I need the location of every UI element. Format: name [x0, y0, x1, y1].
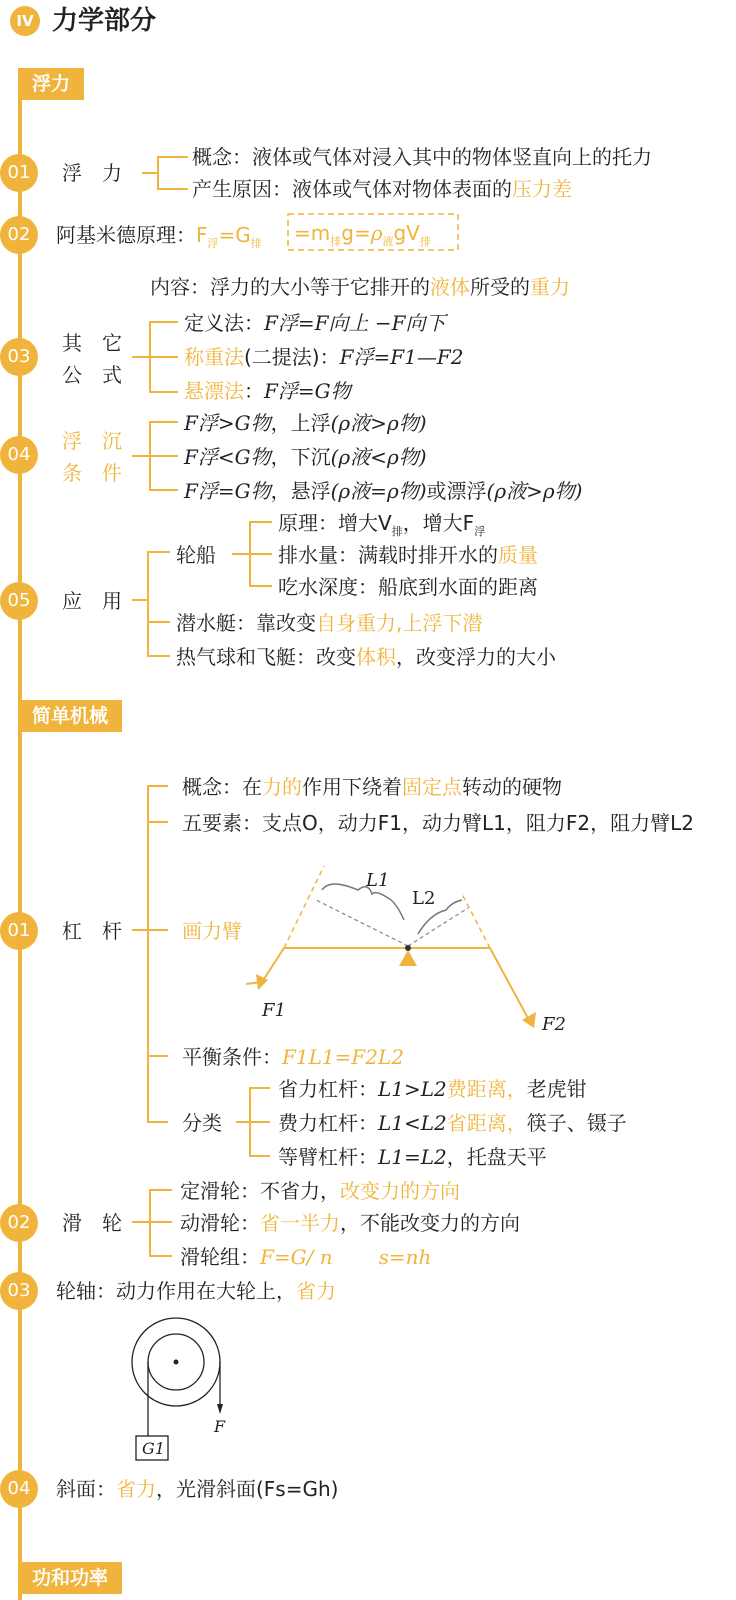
item-title-sink-float-1: 浮 沉 [62, 429, 122, 453]
lever-class-force-costing: 费力杠杆：L1<L2省距离，筷子、镊子 [278, 1111, 627, 1135]
item-number-02: 02 [0, 216, 38, 254]
section-tag-work-power: 功和功率 [18, 1562, 122, 1594]
draw-lever-arm: 画力臂 [182, 919, 242, 943]
diagram-label-f2: F2 [542, 1014, 566, 1035]
item-number-lever: 01 [0, 912, 38, 950]
lever-diagram [240, 850, 580, 1040]
condition-sink: F浮<G物，下沉(ρ液<ρ物) [184, 445, 427, 469]
submarine: 潜水艇：靠改变自身重力,上浮下潜 [176, 611, 483, 635]
fixed-pulley: 定滑轮：不省力，改变力的方向 [180, 1179, 460, 1203]
condition-rise: F浮>G物，上浮(ρ液>ρ物) [184, 411, 427, 435]
ship-draft: 吃水深度：船底到水面的距离 [278, 575, 538, 599]
float-method: 悬漂法：F浮=G物 [184, 379, 351, 403]
section-number-badge: IV [10, 6, 40, 36]
item-number-pulley: 02 [0, 1204, 38, 1242]
item-title-other-2: 公 式 [62, 363, 122, 387]
balloon-airship: 热气球和飞艇：改变体积，改变浮力的大小 [176, 645, 556, 669]
pulley-group: 滑轮组：F=G/ n s=nh [180, 1245, 432, 1269]
item-title-pulley: 滑 轮 [62, 1211, 122, 1235]
diagram-label-g1: G1 [142, 1439, 165, 1458]
item-number-05: 05 [0, 582, 38, 620]
buoyancy-content: 内容：浮力的大小等于它排开的液体所受的重力 [150, 275, 570, 299]
item-number-01: 01 [0, 154, 38, 192]
archimedes-expanded-formula: $=m_排g=\rho_液gV_排$ [294, 221, 431, 248]
diagram-label-f1: F1 [262, 1000, 286, 1021]
inclined-plane: 斜面：省力，光滑斜面(Fs=Gh) [56, 1477, 339, 1501]
item-title-sink-float-2: 条 件 [62, 461, 122, 485]
wheel-axle: 轮轴：动力作用在大轮上，省力 [56, 1279, 336, 1303]
moving-pulley: 动滑轮：省一半力，不能改变力的方向 [180, 1211, 520, 1235]
archimedes-principle: 阿基米德原理：$F_浮=G_排$ [56, 223, 262, 250]
item-number-04: 04 [0, 436, 38, 474]
diagram-label-force: F [214, 1417, 226, 1436]
diagram-label-l1: L1 [366, 870, 390, 891]
page-title: 力学部分 [52, 6, 157, 36]
lever-class-equal-arm: 等臂杠杆：L1=L2，托盘天平 [278, 1145, 547, 1169]
lever-classification-label: 分类 [182, 1111, 222, 1135]
lever-class-force-saving: 省力杠杆：L1>L2费距离，老虎钳 [278, 1077, 587, 1101]
item-title-buoyancy: 浮 力 [62, 161, 122, 185]
item-title-lever: 杠 杆 [62, 919, 122, 943]
ship-principle: 原理：增大$V_排$，增大$F_浮$ [278, 511, 486, 538]
ship-label: 轮船 [176, 543, 216, 567]
item-number-03: 03 [0, 338, 38, 376]
diagram-label-l2: L2 [412, 888, 436, 909]
item-title-application: 应 用 [62, 589, 122, 613]
condition-suspend: F浮=G物，悬浮(ρ液=ρ物)或漂浮(ρ液>ρ物) [184, 479, 583, 503]
buoyancy-concept: 概念：液体或气体对浸入其中的物体竖直向上的托力 [192, 145, 652, 169]
buoyancy-cause: 产生原因：液体或气体对物体表面的压力差 [192, 177, 572, 201]
item-title-other-1: 其 它 [62, 331, 122, 355]
wheel-axle-diagram [120, 1316, 250, 1466]
item-number-axle: 03 [0, 1272, 38, 1310]
definition-method: 定义法：F浮=F向上 −F向下 [184, 311, 446, 335]
section-tag-buoyancy: 浮力 [18, 68, 84, 100]
ship-displacement: 排水量：满载时排开水的质量 [278, 543, 538, 567]
lever-five-elements: 五要素：支点O，动力F1，动力臂L1，阻力F2，阻力臂L2 [182, 811, 694, 835]
item-number-incline: 04 [0, 1470, 38, 1508]
lever-concept: 概念：在力的作用下绕着固定点转动的硬物 [182, 775, 562, 799]
balance-condition: 平衡条件：F1L1=F2L2 [182, 1045, 404, 1069]
weighing-method: 称重法(二提法)：F浮=F1—F2 [184, 345, 464, 369]
section-tag-simple-machines: 简单机械 [18, 700, 122, 732]
